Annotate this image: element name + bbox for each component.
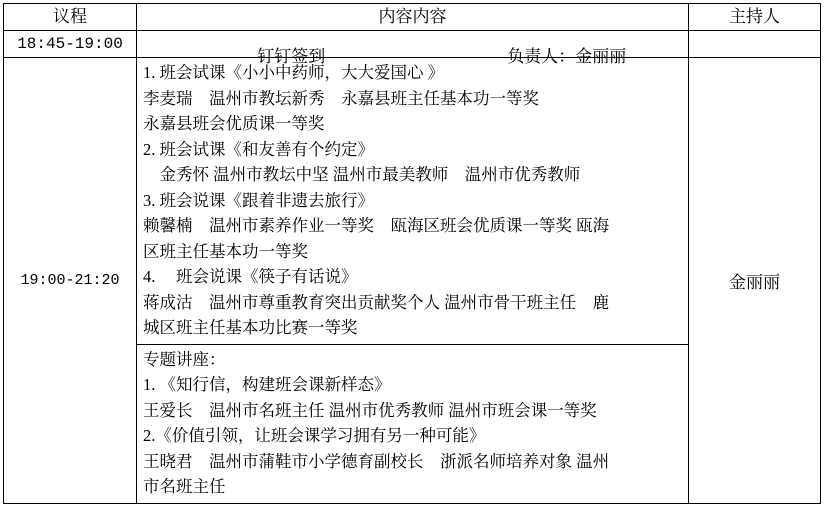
list-item: 王爱长 温州市名班主任 温州市优秀教师 温州市班会课一等奖 <box>143 400 597 420</box>
list-item: 永嘉县班会优质课一等奖 <box>143 114 325 133</box>
list-item: 1. 《知行信，构建班会课新样态》 <box>143 375 391 394</box>
list-item: 2. 班会试课《和友善有个约定》 <box>143 139 374 159</box>
list-item: 赖馨楠 温州市素养作业一等奖 瓯海区班会优质课一等奖 瓯海 <box>143 216 610 235</box>
signin-host <box>689 31 821 58</box>
table-row-main <box>4 58 821 504</box>
list-item: 金秀怀 温州市教坛中坚 温州市最美教师 温州市优秀教师 <box>143 165 581 184</box>
main-content <box>137 58 689 504</box>
agenda-table <box>3 3 821 504</box>
list-item: 区班主任基本功一等奖 <box>143 241 308 261</box>
list-item: 蒋成沽 温州市尊重教育突出贡献奖个人 温州市骨干班主任 鹿 <box>143 292 610 312</box>
signin-time: 18:45-19:00 <box>4 31 137 58</box>
header-content: 内容内容 <box>137 4 689 31</box>
header-host: 主持人 <box>689 4 821 31</box>
list-item: 王晓君 温州市蒲鞋市小学德育副校长 浙派名师培养对象 温州 <box>143 451 610 471</box>
list-item: 2.《价值引领，让班会课学习拥有另一种可能》 <box>143 426 486 445</box>
table-header-row <box>4 4 821 31</box>
main-host: 金丽丽 <box>689 58 821 504</box>
content-blocks <box>137 58 688 503</box>
list-item: 1. 班会试课《小小中药师，大大爱国心 》 <box>143 63 445 82</box>
lecture-lines <box>143 347 684 500</box>
content-block-lecture <box>137 344 688 503</box>
class-session-lines <box>143 60 684 341</box>
table-row-signin <box>4 31 821 58</box>
list-item: 城区班主任基本功比赛一等奖 <box>143 318 358 337</box>
main-time: 19:00-21:20 <box>4 58 137 504</box>
header-agenda: 议程 <box>4 4 137 31</box>
content-block-classes <box>137 58 688 344</box>
signin-activity: 钉钉签到 <box>257 47 326 66</box>
list-item: 市名班主任 <box>143 477 226 496</box>
document-page <box>0 3 825 520</box>
list-item: 李麦瑞 温州市教坛新秀 永嘉县班主任基本功一等奖 <box>143 88 539 108</box>
signin-responsible: 负责人：金丽丽 <box>507 47 627 66</box>
list-item: 3. 班会说课《跟着非遗去旅行》 <box>143 190 374 210</box>
list-item: 4. 班会说课《筷子有话说》 <box>143 267 358 286</box>
list-item: 专题讲座： <box>143 349 226 369</box>
signin-content <box>137 31 689 66</box>
